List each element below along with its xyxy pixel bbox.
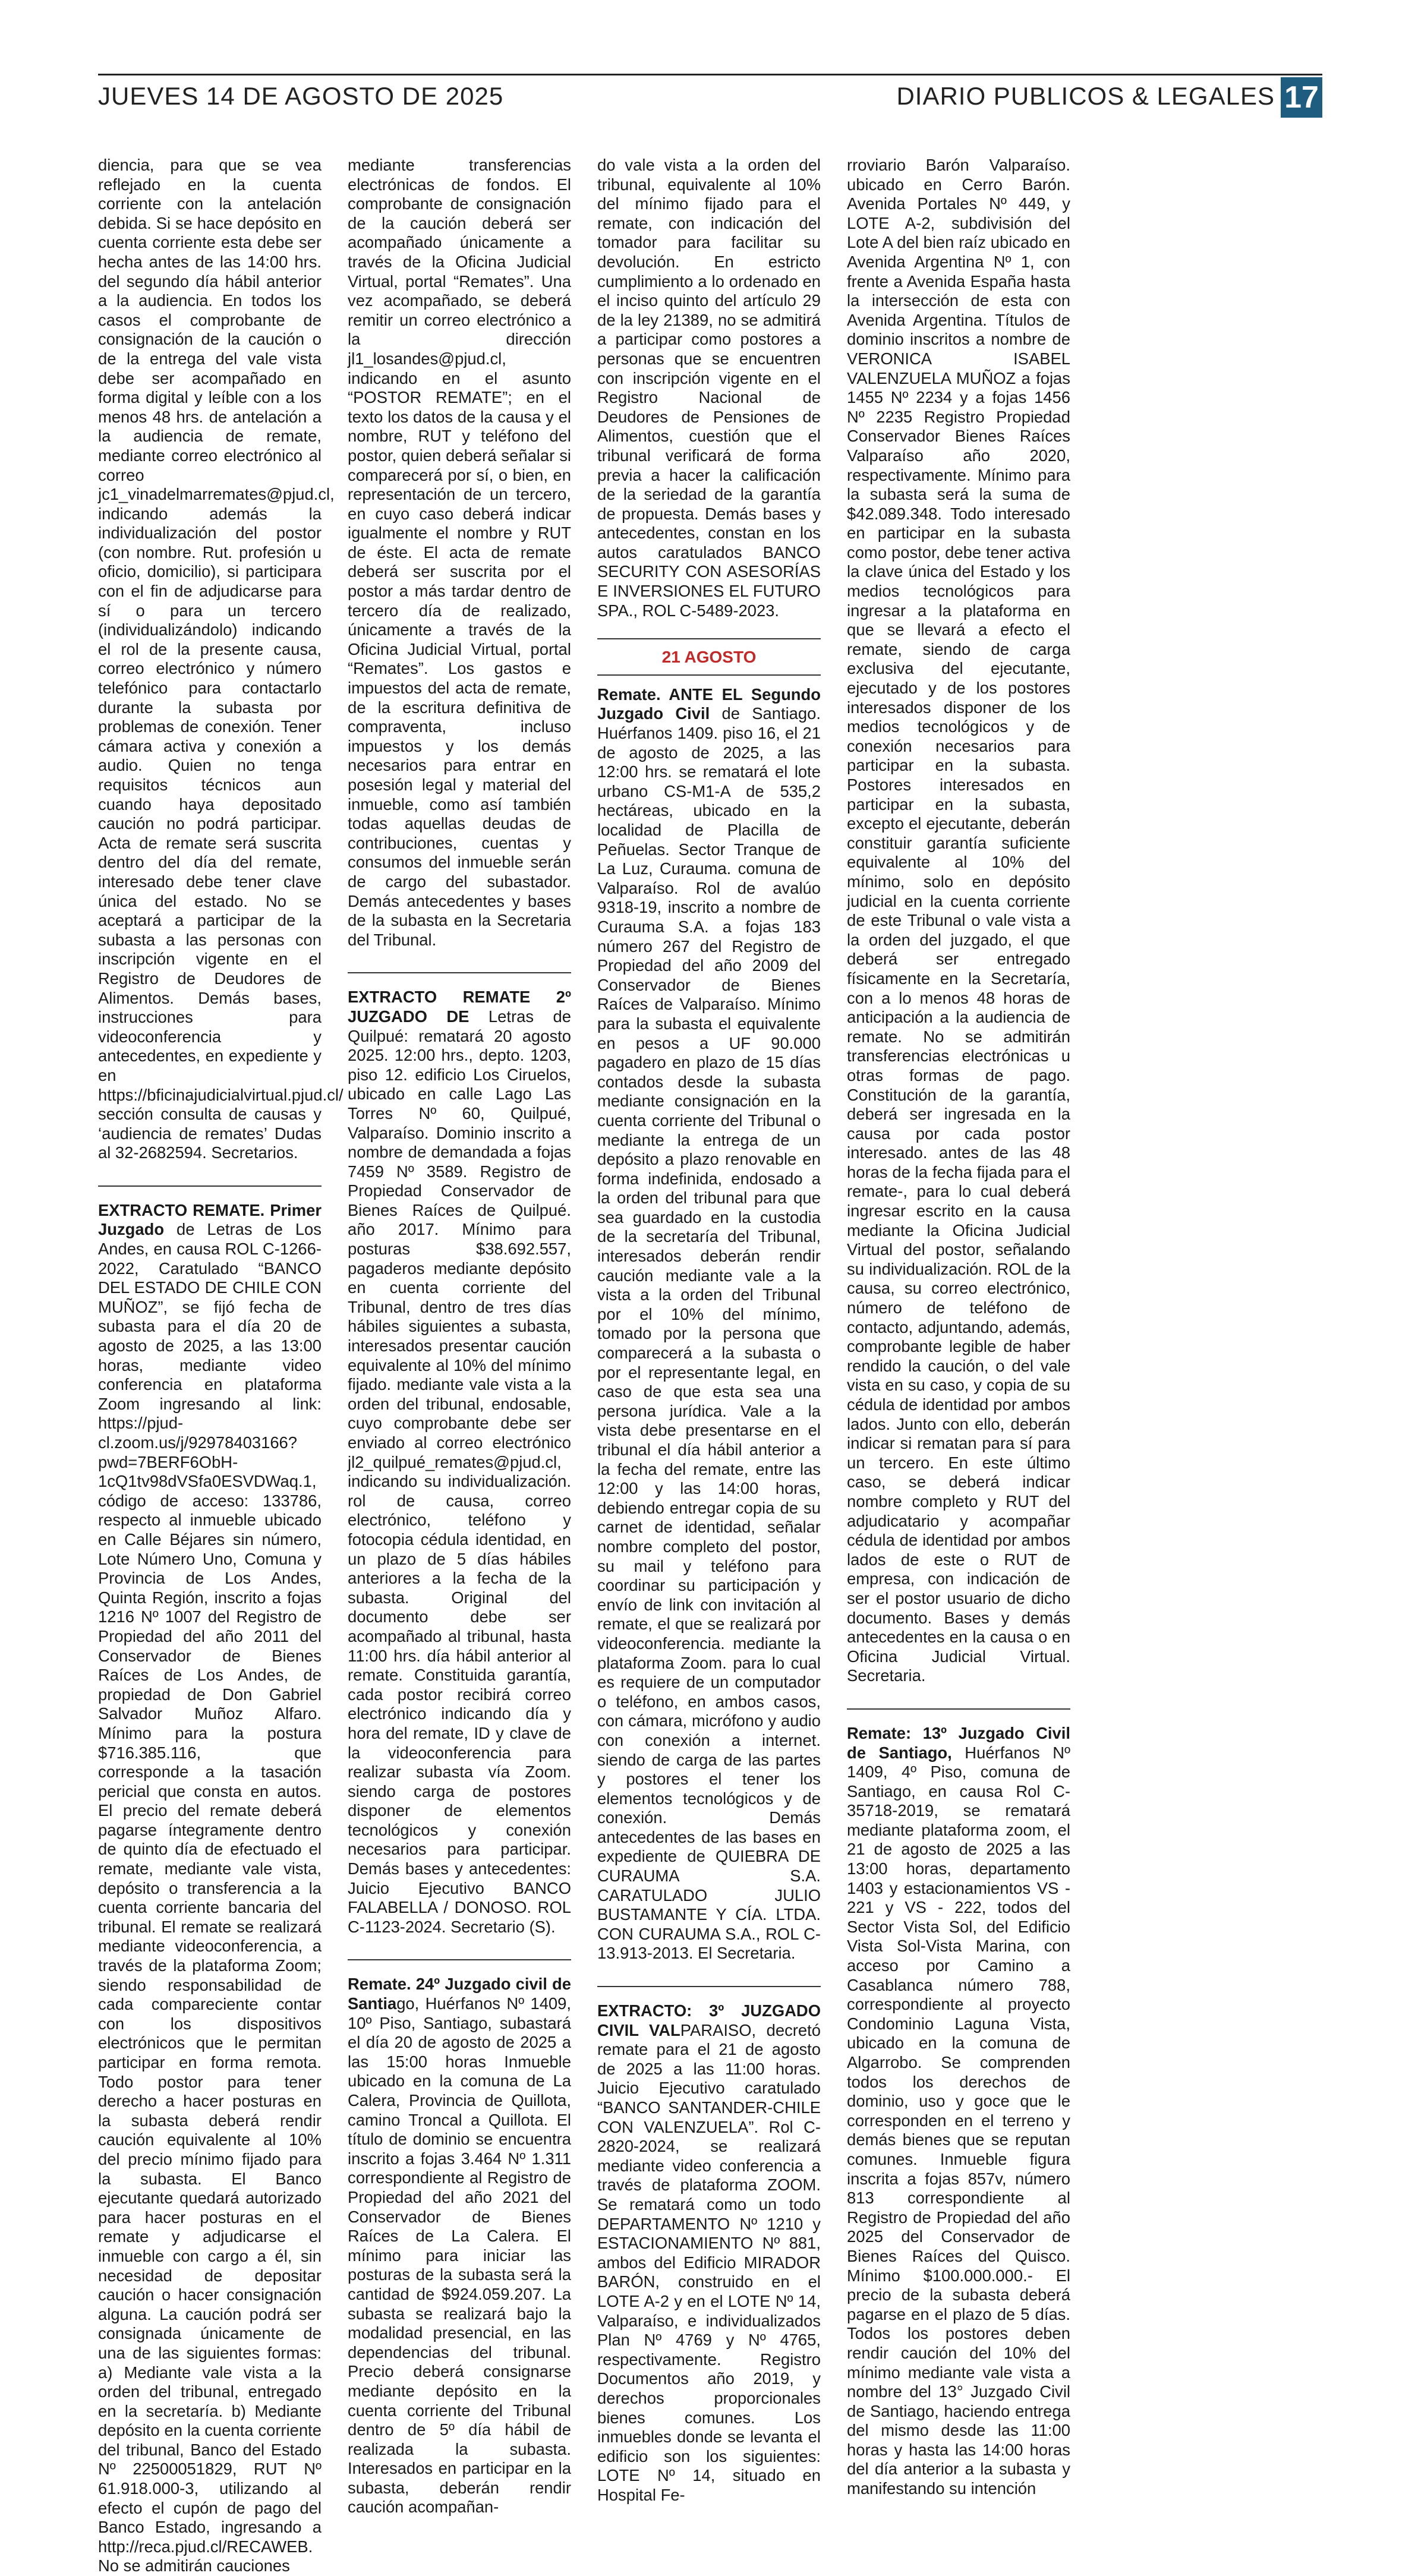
notice-body: Letras de Quilpué: rematará 20 agosto 2025. 12:00 hrs., depto. 1203, piso 12. edificio Los Ciruelos, ubicado en calle Lago Las Torres Nº 60, Quilpué, Valparaíso. Dominio inscrito a nombre de demandada a fojas 7459 Nº 3589. Registro de Propiedad Conservador de Bienes Raíces de Quilpué. año 2017. Mínimo para posturas $38.692.557, pagaderos mediante depósito en cuenta corriente del Tribunal, dentro de tres días hábiles siguientes a subasta, interesados presentar caución equivalente al 10% del mínimo fijado. mediante vale vista a la orden del tribunal, endosable, cuyo comprobante debe ser enviado al correo electrónico jl2_quilpué_remates@pjud.cl, indicando su individualización. rol de causa, correo electrónico, teléfono y fotocopia cédula identidad, en un plazo de 5 días hábiles anteriores a la fecha de la subasta. Original del documento debe ser acompañado al tribunal, hasta 11:00 hrs. día hábil anterior al remate. Constituida garantía, cada postor recibirá correo electrónico indicando día y hora del remate, ID y clave de la videoconferencia para realizar subasta vía Zoom. siendo carga de postores disponer de elementos tecnológicos y conexión necesarios para participar. Demás bases y antecedentes: Juicio Ejecutivo BANCO FALABELLA / DONOSO. ROL C-1123-2024. Secretario (S).: [348, 1007, 571, 1936]
date-section-heading: 21 AGOSTO: [597, 638, 821, 676]
column-1: [98, 156, 344, 2575]
notice: [597, 685, 821, 1963]
column-2: [348, 156, 571, 2517]
notice-heading: Remate. 24º Juzgado civil de Santia: [348, 1975, 571, 2013]
notice-body: de Letras de Los Andes, en causa ROL C-1266-2022, Caratulado “BANCO DEL ESTADO DE CHILE CON MUÑOZ”, se fijó fecha de subasta para el día 20 de agosto de 2025, a las 13:00 horas, mediante video conferencia en plataforma Zoom ingresando al link: https://pjud-cl.zoom.us/j/92978403166?pwd=7BERF6ObH-1cQ1tv98dVSfa0ESVDWaq.1, código de acceso: 133786, respecto al inmueble ubicado en Calle Béjares sin número, Lote Número Uno, Comuna y Provincia de Los Andes, Quinta Región, inscrito a fojas 1216 Nº 1007 del Registro de Propiedad del año 2011 del Conservador de Bienes Raíces de Los Andes, de propiedad de Don Gabriel Salvador Muñoz Alfaro. Mínimo para la postura $716.385.116, que corresponde a la tasación pericial que consta en autos. El precio del remate deberá pagarse íntegramente dentro de quinto día de efectuado el remate, mediante vale vista, depósito o transferencia a la cuenta corriente bancaria del tribunal. El remate se realizará mediante videoconferencia, a través de la plataforma Zoom; siendo responsabilidad de cada compareciente contar con los dispositivos electrónicos que le permitan participar en forma remota. Todo postor para tener derecho a hacer posturas en la subasta deberá rendir caución equivalente al 10% del precio mínimo fijado para la subasta. El Banco ejecutante quedará autorizado para hacer posturas en el remate y adjudicarse el inmueble con cargo a él, sin necesidad de depositar caución o hacer consignación alguna. La caución podrá ser consignada únicamente de una de las siguientes formas: a) Mediante vale vista a la orden del tribunal, entregado en la secretaría. b) Mediante depósito en la cuenta corriente del tribunal, Banco del Estado Nº 22500051829, RUT Nº 61.918.000-3, utilizando al efecto el cupón de pago del Banco Estado, ingresando a http://reca.pjud.cl/RECAWEB. No se admitirán cauciones: [98, 1220, 322, 2575]
notice-heading: Remate. ANTE EL Segundo Juzgado Civil: [597, 685, 821, 723]
notice-body: PARAISO, decretó remate para el 21 de agosto de 2025 a las 11:00 horas. Juicio Ejecutivo caratulado “BANCO SANTANDER-CHILE CON VALENZUELA”. Rol C-2820-2024, se realizará mediante video conferencia a través de plataforma ZOOM. Se rematará como un todo DEPARTAMENTO Nº 1210 y ESTACIONAMIENTO Nº 881, ambos del Edificio MIRADOR BARÓN, construido en el LOTE A-2 y en el LOTE Nº 14, Valparaíso, e individualizados Plan Nº 4769 y Nº 4765, respectivamente. Registro Documentos año 2019, y derechos proporcionales bienes comunes. Los inmuebles donde se levanta el edificio son los siguientes: LOTE Nº 14, situado en Hospital Fe-: [597, 2020, 821, 2504]
publication-name: DIARIO PUBLICOS & LEGALES: [896, 82, 1275, 110]
column-3: [597, 156, 821, 2504]
notice-heading: EXTRACTO: 3º JUZGADO CIVIL VAL: [597, 2001, 821, 2039]
page-header: [98, 74, 1322, 121]
notice-continuation: rroviario Barón Valparaíso. ubicado en Cerro Barón. Avenida Portales Nº 449, y LOTE A-2, subdivisión del Lote A del bien raíz ubicado en Avenida Argentina Nº 1, con frente a Avenida España hasta la intersección de esta con Avenida Argentina. Títulos de dominio inscritos a nombre de VERONICA ISABEL VALENZUELA MUÑOZ a fojas 1455 Nº 2234 y a fojas 1456 Nº 2235 Registro Propiedad Conservador Bienes Raíces Valparaíso año 2020, respectivamente. Mínimo para la subasta será la suma de $42.089.348. Todo interesado en participar en la subasta como postor, debe tener activa la clave única del Estado y los medios tecnológicos para ingresar a la plataforma en que se llevará a efecto el remate, siendo de carga exclusiva del ejecutante, ejecutado y de los postores interesados disponer de los medios tecnológicos y de conexión necesarios para participar en la subasta. Postores interesados en participar en la subasta, excepto el ejecutante, deberán constituir garantía suficiente equivalente al 10% del mínimo, solo en depósito judicial en la cuenta corriente de este Tribunal o vale vista a la orden del juzgado, el que deberá ser entregado físicamente en la Secretaría, con a lo menos 48 horas de anticipación a la audiencia de remate. No se admitirán transferencias electrónicas u otras formas de pago. Constitución de la garantía, deberá ser ingresada en la causa por cada postor interesado. antes de las 48 horas de la fecha fijada para el remate-, para lo cual deberá ingresar escrito en la causa mediante la Oficina Judicial Virtual del postor, señalando su individualización. ROL de la causa, su correo electrónico, número de teléfono de contacto, adjuntando, además, comprobante legible de haber rendido la caución, o del vale vista en su caso, y copia de su cédula de identidad por ambos lados. Junto con ello, deberán indicar si rematan para sí para un tercero. En este último caso, se deberá indicar nombre completo y RUT del adjudicatario y acompañar cédula de identidad por ambos lados de este o RUT de empresa, con indicación de ser el postor usuario de dicho documento. Bases y demás antecedentes en la causa o en Oficina Judicial Virtual. Secretaria.: [847, 156, 1070, 1685]
article-columns: [98, 156, 1322, 2575]
notice: [348, 972, 571, 1937]
notice-continuation: do vale vista a la orden del tribunal, equivalente al 10% del mínimo fijado para el remate, con indicación del tomador para facilitar su devolución. En estricto cumplimiento a lo ordenado en el inciso quinto del artículo 29 de la ley 21389, no se admitirá a participar como postores a personas que se encuentren con inscripción vigente en el Registro Nacional de Deudores de Pensiones de Alimentos, cuestión que el tribunal verificará de forma previa a hacer la calificación de la seriedad de la garantía de propuesta. Demás bases y antecedentes, constan en los autos caratulados BANCO SECURITY CON ASESORÍAS E INVERSIONES EL FUTURO SPA., ROL C-5489-2023.: [597, 156, 821, 620]
notice: [847, 1708, 1070, 2499]
notice-body: Huérfanos Nº 1409, 4º Piso, comuna de Santiago, en causa Rol C-35718-2019, se rematará mediante plataforma zoom, el 21 de agosto de 2025 a las 13:00 horas, departamento 1403 y estacionamientos VS - 221 y VS - 222, todos del Sector Vista Sol, del Edificio Vista Sol-Vista Marina, con acceso por Camino a Casablanca número 788, correspondiente al proyecto Condominio Laguna Vista, ubicado en la comuna de Algarrobo. Se comprenden todos los derechos de dominio, uso y goce que le corresponden en el terreno y demás bienes que se reputan comunes. Inmueble figura inscrita a fojas 857v, número 813 correspondiente al Registro de Propiedad del año 2025 del Conservador de Bienes Raíces del Quisco. Mínimo $100.000.000.- El precio de la subasta deberá pagarse en el plazo de 5 días. Todos los postores deben rendir caución del 10% del mínimo mediante vale vista a nombre del 13° Juzgado Civil de Santiago, haciendo entrega del mismo desde las 11:00 horas y hasta las 14:00 horas del día anterior a la subasta y manifestando su intención: [847, 1743, 1070, 2498]
notice: [98, 1185, 322, 2576]
notice-continuation: diencia, para que se vea reflejado en la cuenta corriente con la antelación debida. Si se hace depósito en cuenta corriente esta debe ser hecha antes de las 14:00 hrs. del segundo día hábil anterior a la audiencia. En todos los casos el comprobante de consignación de la caución o de la entrega del vale vista debe ser acompañado en forma digital y leíble con a los menos 48 hrs. de antelación a la audiencia de remate, mediante correo electrónico al correo jc1_vinadelmarremates@pjud.cl, indicando además la individualización del postor (con nombre. Rut. profesión u oficio, domicilio), si participara con el fin de adjudicarse para sí o para un tercero (individualizándolo) indicando el rol de la presente causa, correo electrónico y número telefónico para contactarlo durante la subasta por problemas de conexión. Tener cámara activa y conexión a audio. Quien no tenga requisitos técnicos aun cuando haya depositado caución no podrá participar. Acta de remate será suscrita dentro del día del remate, interesado debe tener clave única del estado. No se aceptará a participar de la subasta a las personas con inscripción vigente en el Registro de Deudores de Alimentos. Demás bases, instrucciones para videoconferencia y antecedentes, en expediente y en https://bficinajudicialvirtual.pjud.cl/ sección consulta de causas y ‘audiencia de remates’ Dudas al 32-2682594. Secretarios.: [98, 156, 344, 1162]
notice-continuation: mediante transferencias electrónicas de fondos. El comprobante de consignación de la caución deberá ser acompañado únicamente a través de la Oficina Judicial Virtual, portal “Remates”. Una vez acompañado, se deberá remitir un correo electrónico a la dirección jl1_losandes@pjud.cl, indicando en el asunto “POSTOR REMATE”; en el texto los datos de la causa y el nombre, RUT y teléfono del postor, quien deberá señalar si comparecerá por sí, o bien, en representación de un tercero, en cuyo caso deberá indicar igualmente el nombre y RUT de éste. El acta de remate deberá ser suscrita por el postor a más tardar dentro de tercero día de realizado, únicamente a través de la Oficina Judicial Virtual, portal “Remates”. Los gastos e impuestos del acta de remate, de la escritura definitiva de compraventa, incluso impuestos y los demás necesarios para entrar en posesión legal y material del inmueble, como así también todas aquellas deudas de contribuciones, cuentas y consumos del inmueble serán de cargo del subastador. Demás antecedentes y bases de la subasta en la Secretaria del Tribunal.: [348, 156, 571, 949]
column-4: [847, 156, 1070, 2498]
notice-heading: Remate: 13º Juzgado Civil de Santiago,: [847, 1723, 1070, 1762]
notice-heading: EXTRACTO REMATE 2º JUZGADO DE: [348, 988, 571, 1026]
header-rule: [98, 74, 1322, 75]
notice: [348, 1959, 571, 2517]
notice-body: go, Huérfanos Nº 1409, 10º Piso, Santiago, subastará el día 20 de agosto de 2025 a las 15:00 horas Inmueble ubicado en la comuna de La Calera, Provincia de Quillota, camino Troncal a Quillota. El título de dominio se encuentra inscrito a fojas 3.464 Nº 1.311 correspondiente al Registro de Propiedad del año 2021 del Conservador de Bienes Raíces de La Calera. El mínimo para iniciar las posturas de la subasta será la cantidad de $924.059.207. La subasta se realizará bajo la modalidad presencial, en las dependencias del tribunal. Precio deberá consignarse mediante depósito en la cuenta corriente del Tribunal dentro de 5º día hábil de realizada la subasta. Interesados en participar en la subasta, deberán rendir caución acompañan-: [348, 1994, 571, 2517]
notice: [597, 1986, 821, 2505]
page-number: 17: [1281, 77, 1322, 118]
issue-date: JUEVES 14 DE AGOSTO DE 2025: [98, 82, 504, 110]
notice-body: de Santiago. Huérfanos 1409. piso 16, el 21 de agosto de 2025, a las 12:00 hrs. se rematará el lote urbano CS-M1-A de 535,2 hectáreas, ubicado en la localidad de Placilla de Peñuelas. Sector Tranque de La Luz, Curauma. comuna de Valparaíso. Rol de avalúo 9318-19, inscrito a nombre de Curauma S.A. a fojas 183 número 267 del Registro de Propiedad del año 2009 del Conservador de Bienes Raíces de Valparaíso. Mínimo para la subasta el equivalente en pesos a UF 90.000 pagadero en plazo de 15 días contados desde la subasta mediante consignación en la cuenta corriente del Tribunal o mediante la entrega de un depósito a plazo renovable en forma indefinida, endosado a la orden del tribunal para que sea guardado en la custodia de la secretaría del Tribunal, interesados deberán rendir caución mediante vale a la vista a la orden del Tribunal por el 10% del mínimo, tomado por la persona que comparecerá a la subasta o por el representante legal, en caso de que esta sea una persona jurídica. Vale a la vista debe presentarse en el tribunal el día hábil anterior a la fecha del remate, entre las 12:00 y las 14:00 horas, debiendo entregar copia de su carnet de identidad, señalar nombre completo del postor, su mail y teléfono para coordinar su participación y envío de link con invitación al remate, el que se realizará por videoconferencia. mediante la plataforma Zoom. para lo cual es requiere de un computador o teléfono, en ambos casos, con cámara, micrófono y audio con conexión a internet. siendo de carga de las partes y postores el tener los elementos tecnológicos y de conexión. Demás antecedentes de las bases en expediente de QUIEBRA DE CURAUMA S.A. CARATULADO JULIO BUSTAMANTE Y CÍA. LTDA. CON CURAUMA S.A., ROL C-13.913-2013. El Secretaria.: [597, 704, 821, 1963]
notice-heading: EXTRACTO REMATE. Primer Juzgado: [98, 1200, 322, 1239]
